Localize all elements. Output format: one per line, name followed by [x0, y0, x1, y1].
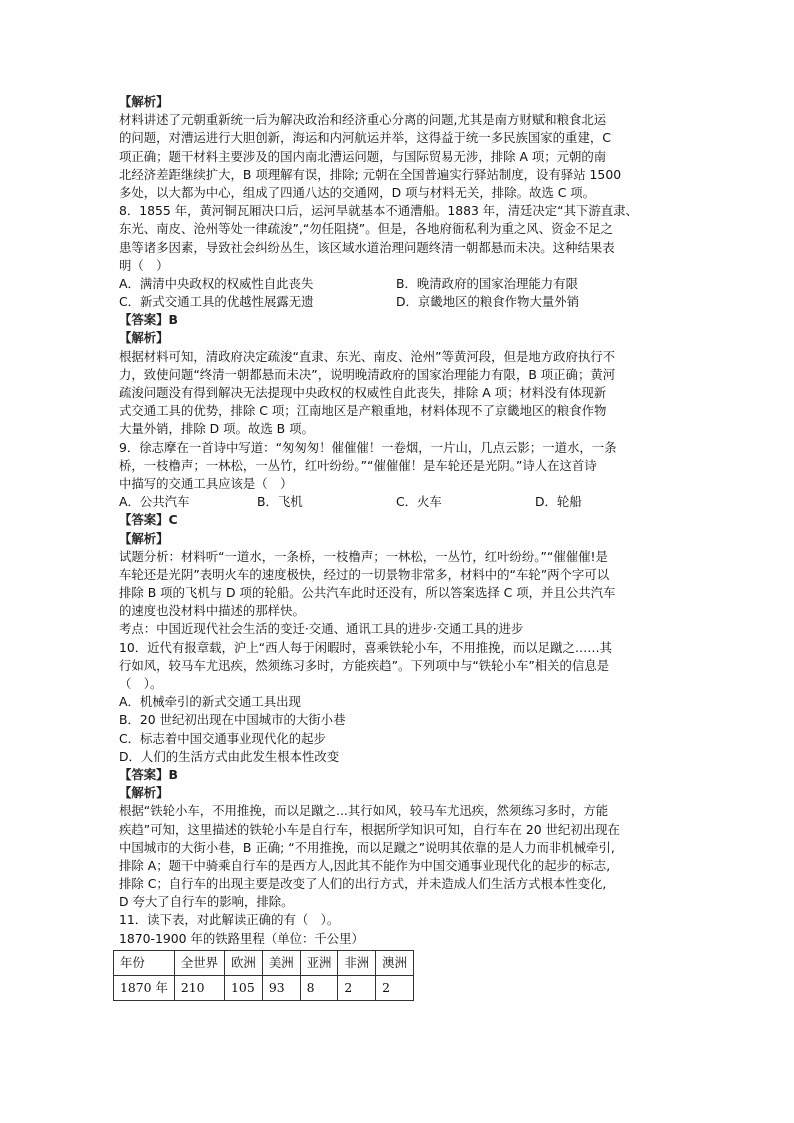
text-line: C．标志着中国交通事业现代化的起步: [119, 730, 326, 746]
text-line: 9．徐志摩在一首诗中写道：“匆匆匆！催催催！一卷烟，一片山，几点云影；一道水，一条: [119, 439, 617, 455]
table-cell: 1870 年: [114, 975, 175, 1000]
table-header-cell: 美洲: [262, 950, 300, 975]
text-line: 10．近代有报章载，沪上“西人每于闲暇时，喜乘铁轮小车，不用推挽，而以足蹴之……其: [119, 639, 613, 655]
text-line: A．机械牵引的新式交通工具出现: [119, 694, 301, 710]
answer-option: A．公共汽车: [119, 494, 190, 510]
railway-mileage-table: [113, 950, 414, 1001]
text-line: 8．1855 年，黄河铜瓦厢决口后，运河旱就基本不通漕船。1883 年，清廷决定“其下游直隶、: [119, 203, 638, 219]
table-cell: 93: [262, 975, 300, 1000]
table-header-cell: 澳洲: [376, 950, 414, 975]
text-line: 排除 C；自行车的出现主要是改变了人们的出行方式，并未造成人们生活方式根本性变化,: [119, 876, 607, 892]
text-line: 根据“铁轮小车，不用推挽，而以足蹴之...其行如风，较马车尤迅疾，然须练习多时，方能: [119, 803, 609, 819]
table-header-cell: 全世界: [174, 950, 224, 975]
answer-option: D．轮船: [535, 494, 582, 510]
text-line: 考点：中国近现代社会生活的变迁·交通、通讯工具的进步·交通工具的进步: [119, 621, 524, 637]
answer-option: D．京畿地区的粮食作物大量外销: [396, 294, 580, 310]
answer-option: B．晚清政府的国家治理能力有限: [396, 275, 578, 291]
table-cell: 8: [300, 975, 338, 1000]
text-line: 项正确；题干材料主要涉及的国内南北漕运问题，与国际贸易无涉，排除 A 项；元朝的南: [119, 148, 607, 164]
section-label: 【解析】: [119, 785, 169, 801]
table-header-cell: 欧洲: [225, 950, 263, 975]
text-line: 材料讲述了元朝重新统一后为解决政治和经济重心分离的问题,尤其是南方财赋和粮食北运: [119, 112, 607, 128]
text-line: D．人们的生活方式由此发生根本性改变: [119, 748, 340, 764]
text-line: 式交通工具的优势，排除 C 项；江南地区是产粮重地，材料体现不了京畿地区的粮食作物: [119, 403, 607, 419]
text-line: 多处，以大都为中心，组成了四通八达的交通网，D 项与材料无关，排除。故选 C 项。: [119, 184, 596, 200]
section-label: 【答案】B: [119, 766, 179, 782]
text-line: 中描写的交通工具应该是（ ）: [119, 475, 293, 491]
text-line: 的问题，对漕运进行大胆创新，海运和内河航运并举，这得益于统一多民族国家的重建，C: [119, 130, 611, 146]
document-body: [119, 93, 679, 1001]
section-label: 【解析】: [119, 330, 169, 346]
section-label: 【解析】: [119, 530, 169, 546]
answer-option: C．火车: [396, 494, 442, 510]
table-header-cell: 非洲: [338, 950, 376, 975]
table-header-row: [114, 950, 414, 975]
text-line: 明（ ）: [119, 257, 169, 273]
text-line: 排除 A；题干中骑乘自行车的是西方人,因此其不能作为中国交通事业现代化的起步的标志,: [119, 857, 611, 873]
answer-options-row: [119, 293, 679, 311]
text-line: B．20 世纪初出现在中国城市的大街小巷: [119, 712, 346, 728]
text-line: 患等诸多因素，导致社会纠纷丛生，该区域水道治理问题终清一朝都悬而未决。这种结果表: [119, 239, 615, 255]
text-line: （ ）。: [119, 676, 163, 691]
answer-option: A．满清中央政权的权威性自此丧失: [119, 275, 314, 291]
text-line: 力，致使问题“终清一朝都悬而未决”，说明晚清政府的国家治理能力有限，B 项正确；黄河: [119, 366, 616, 382]
table-header-cell: 年份: [114, 950, 175, 975]
answer-option: C．新式交通工具的优越性展露无遗: [119, 294, 314, 310]
text-line: 1870-1900 年的铁路里程（单位：千公里）: [119, 930, 364, 946]
text-line: 疾趋”可知，这里描述的铁轮小车是自行车，根据所学知识可知，自行车在 20 世纪初出现在: [119, 821, 620, 837]
text-line: 车轮还是光阴”表明火车的速度极快，经过的一切景物非常多，材料中的“车轮”两个字可以: [119, 566, 610, 582]
text-line: 大量外销，排除 D 项。故选 B 项。: [119, 421, 314, 437]
answer-options-row: [119, 493, 679, 511]
answer-option: B．飞机: [257, 494, 303, 510]
text-line: 根据材料可知，清政府决定疏浚“直隶、东光、南皮、沧州”等黄河段，但是地方政府执行不: [119, 348, 616, 364]
text-line: 桥，一枝橹声；一林松，一丛竹，红叶纷纷。”“催催催！是车轮还是光阴。”诗人在这首诗: [119, 457, 597, 473]
table-cell: 105: [225, 975, 263, 1000]
text-line: 疏浚问题没有得到解决无法提现中央政权的权威性自此丧失，排除 A 项；材料没有体现新: [119, 385, 607, 400]
answer-options-row: [119, 275, 679, 293]
text-line: 的速度也没材料中描述的那样快。: [119, 603, 305, 619]
text-line: D 夸大了自行车的影响，排除。: [119, 894, 294, 910]
text-line: 11．读下表，对此解读正确的有（ ）。: [119, 912, 340, 928]
text-line: 中国城市的大街小巷，B 正确; “不用推挽，而以足蹴之”说明其依靠的是人力而非机械牵引,: [119, 839, 615, 855]
section-label: 【解析】: [119, 94, 169, 109]
text-line: 试题分析：材料听“一道水，一条桥，一枝橹声；一林松，一丛竹，红叶纷纷。”“催催催!是: [119, 548, 608, 564]
text-line: 东光、南皮、沧州等处一律疏浚”,“勿任阻挠”。但是，各地府衙私利为重之风、资金不足之: [119, 221, 614, 237]
text-line: 排除 B 项的飞机与 D 项的轮船。公共汽车此时还没有，所以答案选择 C 项，并且公共汽车: [119, 585, 616, 601]
table-header-cell: 亚洲: [300, 950, 338, 975]
table-cell: 2: [338, 975, 376, 1000]
text-line: 行如风，较马车尤迅疾，然须练习多时，方能疾趋”。下列项中与“铁轮小车”相关的信息是: [119, 657, 610, 673]
text-line: 北经济差距继续扩大，B 项理解有误，排除; 元朝在全国普遍实行驿站制度，设有驿站 1500: [119, 166, 622, 182]
section-label: 【答案】C: [119, 512, 178, 528]
table-cell: 2: [376, 975, 414, 1000]
table-row: [114, 975, 414, 1000]
table-cell: 210: [174, 975, 224, 1000]
section-label: 【答案】B: [119, 312, 179, 328]
